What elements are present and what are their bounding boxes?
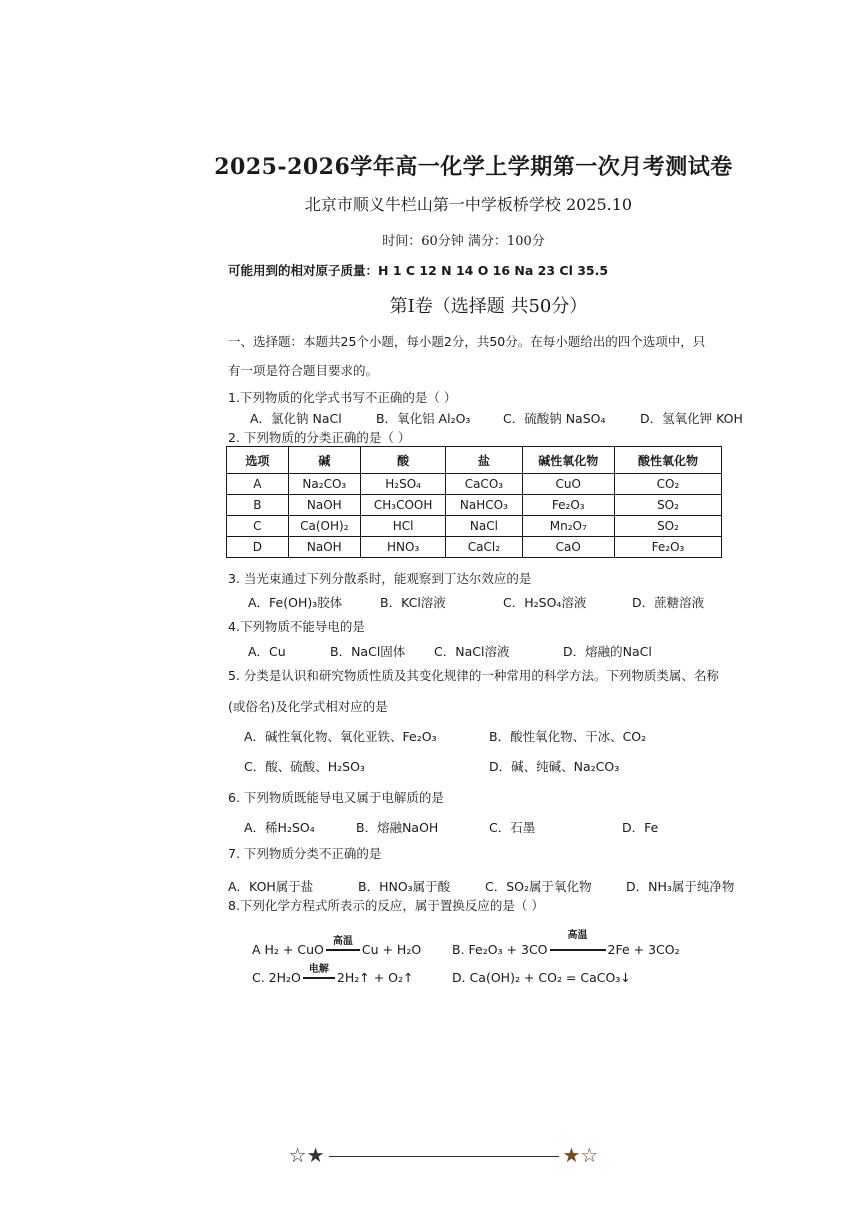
q5-stem-1: 5. 分类是认识和研究物质性质及其变化规律的一种常用的科学方法。下列物质类属、名称	[228, 668, 719, 683]
q8-c-arrow	[303, 964, 335, 979]
q6-option-b: B．熔融NaOH	[356, 820, 439, 835]
table-cell: HNO₃	[361, 537, 446, 558]
q8-a-products: Cu + H₂O	[361, 942, 422, 957]
q6-stem: 6. 下列物质既能导电又属于电解质的是	[228, 790, 444, 805]
q4-option-a: A．Cu	[248, 644, 286, 659]
exam-title: 2025-2026学年高一化学上学期第一次月考测试卷	[214, 154, 733, 180]
q4-stem: 4.下列物质不能导电的是	[228, 619, 365, 634]
table-row	[227, 474, 722, 495]
q7-option-c: C．SO₂属于氧化物	[485, 879, 592, 894]
q5-option-a: A．碱性氧化物、氧化亚铁、Fe₂O₃	[244, 729, 437, 744]
q7-option-d: D．NH₃属于纯净物	[626, 879, 735, 894]
q8-c-condition: 电解	[308, 964, 329, 975]
q7-stem: 7. 下列物质分类不正确的是	[228, 846, 382, 861]
table-cell: NaCl	[446, 516, 522, 537]
table-row	[227, 495, 722, 516]
q8-a-reactants: A H₂ + CuO	[252, 942, 324, 957]
table-cell: CaCO₃	[446, 474, 522, 495]
q3-option-a: A．Fe(OH)₃胶体	[248, 595, 343, 610]
table-header: 碱	[288, 447, 360, 474]
q5-option-b: B．酸性氧化物、干冰、CO₂	[489, 729, 647, 744]
table-header: 盐	[446, 447, 522, 474]
table-cell: SO₂	[615, 495, 722, 516]
q1-option-a: A．氯化钠 NaCl	[250, 411, 342, 426]
q8-option-b	[452, 930, 680, 957]
table-cell: D	[227, 537, 289, 558]
q8-option-c	[252, 964, 414, 985]
table-header: 酸	[361, 447, 446, 474]
table-cell: CaO	[522, 537, 614, 558]
table-cell: A	[227, 474, 289, 495]
q8-b-arrow	[550, 930, 606, 951]
table-cell: Na₂CO₃	[288, 474, 360, 495]
table-cell: Ca(OH)₂	[288, 516, 360, 537]
q1-stem: 1.下列物质的化学式书写不正确的是（ ）	[228, 390, 457, 405]
time-score: 时间：60分钟 满分：100分	[382, 234, 545, 249]
q8-b-condition: 高温	[567, 930, 588, 941]
table-header-row	[227, 447, 722, 474]
q8-option-d: D. Ca(OH)₂ + CO₂ = CaCO₃↓	[452, 970, 631, 985]
table-header: 选项	[227, 447, 289, 474]
q5-option-c: C．酸、硫酸、H₂SO₃	[244, 759, 365, 774]
table-cell: NaHCO₃	[446, 495, 522, 516]
table-cell: H₂SO₄	[361, 474, 446, 495]
q3-option-c: C．H₂SO₄溶液	[503, 595, 587, 610]
table-row	[227, 537, 722, 558]
q1-option-c: C．硫酸钠 NaSO₄	[503, 411, 606, 426]
table-cell: CH₃COOH	[361, 495, 446, 516]
q8-b-reactants: B. Fe₂O₃ + 3CO	[452, 942, 548, 957]
table-row	[227, 516, 722, 537]
q8-option-a	[252, 936, 422, 957]
q4-option-b: B．NaCl固体	[330, 644, 406, 659]
table-cell: HCl	[361, 516, 446, 537]
q1-option-b: B．氧化铝 Al₂O₃	[376, 411, 471, 426]
q8-c-reactants: C. 2H₂O	[252, 970, 301, 985]
q2-classification-table	[226, 446, 722, 558]
table-cell: CuO	[522, 474, 614, 495]
q1-option-d: D．氢氧化钾 KOH	[640, 411, 743, 426]
q8-stem: 8.下列化学方程式所表示的反应，属于置换反应的是（ ）	[228, 898, 544, 913]
q8-a-arrow	[326, 936, 360, 951]
q5-stem-2: (或俗名)及化学式相对应的是	[228, 699, 388, 714]
footer-stars-right: ★☆	[562, 1143, 599, 1167]
table-cell: C	[227, 516, 289, 537]
q3-option-d: D．蔗糖溶液	[632, 595, 705, 610]
q3-option-b: B．KCl溶液	[380, 595, 446, 610]
section-instructions-2: 有一项是符合题目要求的。	[228, 363, 379, 378]
q7-option-a: A．KOH属于盐	[228, 879, 314, 894]
q5-option-d: D．碱、纯碱、Na₂CO₃	[489, 759, 620, 774]
section-instructions-1: 一、选择题：本题共25个小题，每小题2分，共50分。在每小题给出的四个选项中，只	[228, 334, 706, 349]
q4-option-c: C．NaCl溶液	[434, 644, 510, 659]
q8-a-condition: 高温	[332, 936, 353, 947]
school-name: 北京市顺义牛栏山第一中学板桥学校 2025.10	[304, 195, 633, 214]
q8-c-products: 2H₂↑ + O₂↑	[336, 970, 414, 985]
table-cell: B	[227, 495, 289, 516]
q6-option-d: D．Fe	[622, 820, 659, 835]
footer-stars-left: ☆★	[288, 1143, 325, 1167]
section-title: 第I卷（选择题 共50分）	[389, 296, 588, 317]
footer-ornament	[0, 1143, 867, 1167]
q6-option-c: C．石墨	[489, 820, 536, 835]
footer-divider	[329, 1156, 559, 1157]
table-header: 酸性氧化物	[615, 447, 722, 474]
q6-option-a: A．稀H₂SO₄	[244, 820, 315, 835]
table-cell: CO₂	[615, 474, 722, 495]
q3-stem: 3. 当光束通过下列分散系时，能观察到丁达尔效应的是	[228, 571, 532, 586]
table-cell: Mn₂O₇	[522, 516, 614, 537]
table-cell: SO₂	[615, 516, 722, 537]
table-cell: CaCl₂	[446, 537, 522, 558]
q8-b-products: 2Fe + 3CO₂	[607, 942, 680, 957]
table-header: 碱性氧化物	[522, 447, 614, 474]
table-cell: NaOH	[288, 495, 360, 516]
q7-option-b: B．HNO₃属于酸	[358, 879, 451, 894]
q4-option-d: D．熔融的NaCl	[563, 644, 652, 659]
table-cell: NaOH	[288, 537, 360, 558]
atomic-masses: 可能用到的相对原子质量：H 1 C 12 N 14 O 16 Na 23 Cl 35.5	[228, 263, 609, 278]
table-cell: Fe₂O₃	[615, 537, 722, 558]
q2-stem: 2. 下列物质的分类正确的是（ ）	[228, 430, 411, 445]
table-cell: Fe₂O₃	[522, 495, 614, 516]
